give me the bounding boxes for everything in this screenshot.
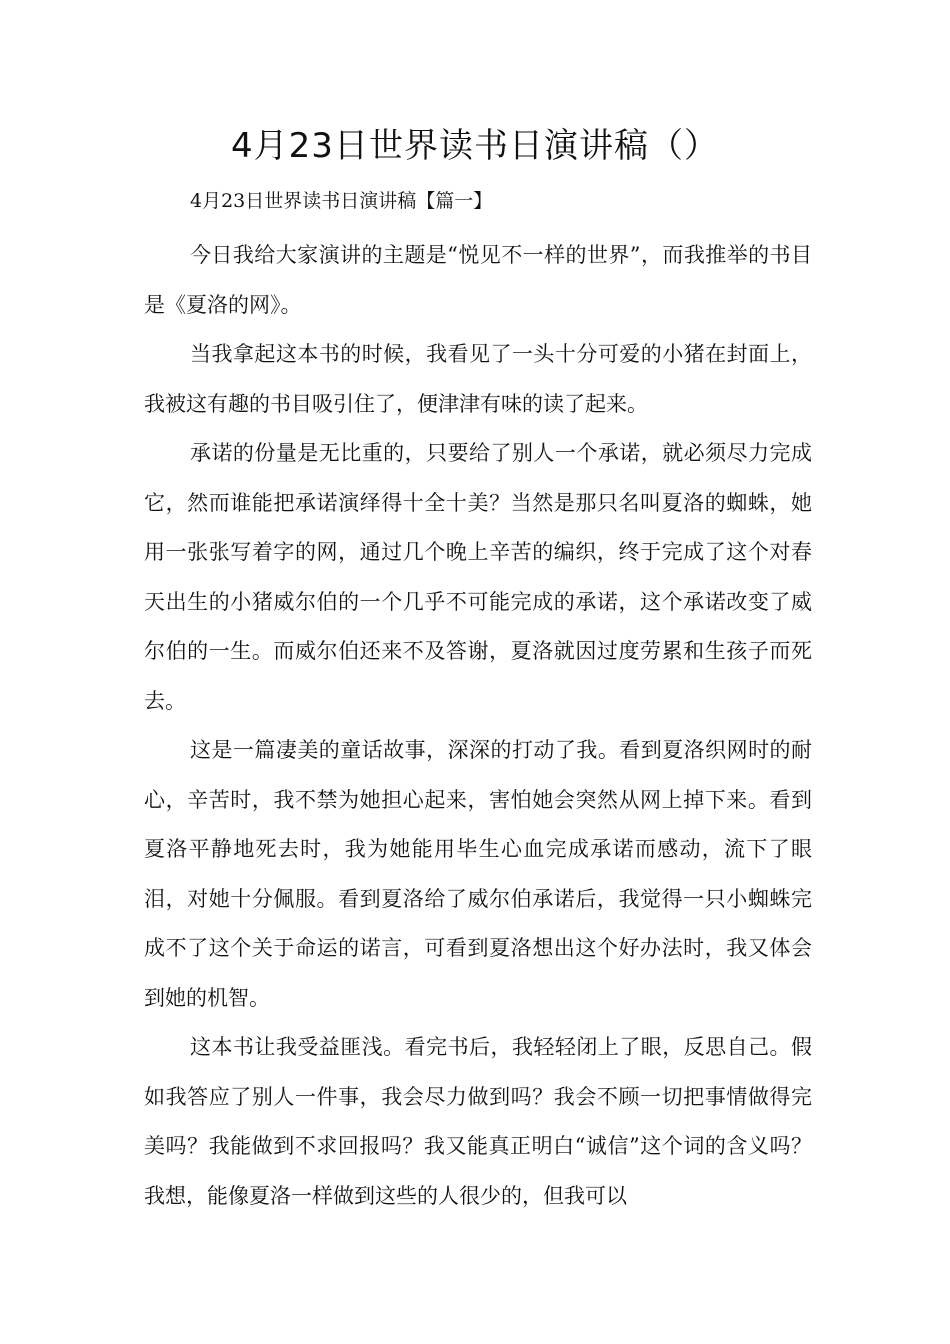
document-body	[144, 231, 812, 1221]
section-heading: 4月23日世界读书日演讲稿【篇一】	[190, 190, 493, 212]
document-title: 4月23日世界读书日演讲稿（）	[231, 126, 719, 166]
paragraph-3: 承诺的份量是无比重的，只要给了别人一个承诺，就必须尽力完成它，然而谁能把承诺演绎得十全十美？当然是那只名叫夏洛的蜘蛛，她用一张张写着字的网，通过几个晚上辛苦的编织，终于完成了这个对春天出生的小猪威尔伯的一个几乎不可能完成的承诺，这个承诺改变了威尔伯的一生。而威尔伯还来不及答谢，夏洛就因过度劳累和生孩子而死去。	[144, 441, 812, 713]
paragraph-5: 这本书让我受益匪浅。看完书后，我轻轻闭上了眼，反思自己。假如我答应了别人一件事，我会尽力做到吗？我会不顾一切把事情做得完美吗？我能做到不求回报吗？我又能真正明白“诚信”这个词的含义吗？我想，能像夏洛一样做到这些的人很少的，但我可以	[144, 1035, 812, 1208]
paragraph-2: 当我拿起这本书的时候，我看见了一头十分可爱的小猪在封面上，我被这有趣的书目吸引住了，便津津有味的读了起来。	[144, 342, 812, 416]
paragraph-4: 这是一篇凄美的童话故事，深深的打动了我。看到夏洛织网时的耐心，辛苦时，我不禁为她担心起来，害怕她会突然从网上掉下来。看到夏洛平静地死去时，我为她能用毕生心血完成承诺而感动，流下了眼泪，对她十分佩服。看到夏洛给了威尔伯承诺后，我觉得一只小蜘蛛完成不了这个关于命运的诺言，可看到夏洛想出这个好办法时，我又体会到她的机智。	[144, 738, 812, 1010]
paragraph-1: 今日我给大家演讲的主题是“悦见不一样的世界”，而我推举的书目是《夏洛的网》。	[144, 243, 812, 317]
